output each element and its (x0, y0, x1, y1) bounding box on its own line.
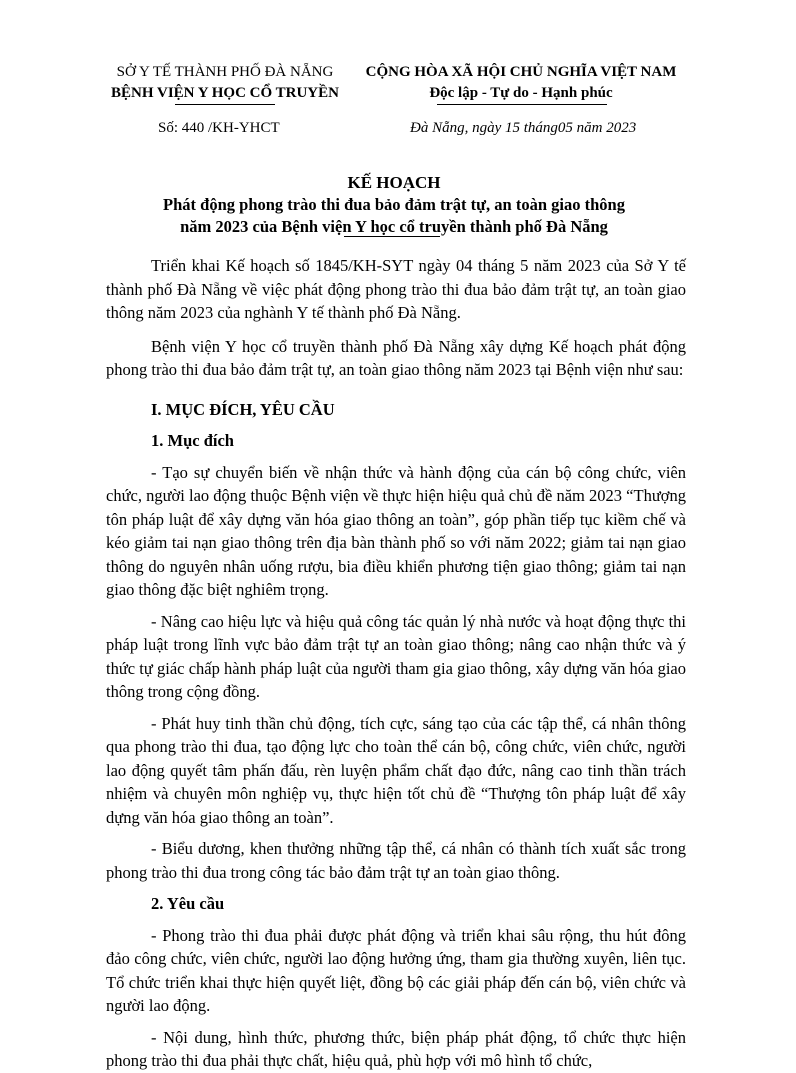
issuer-header (100, 62, 350, 104)
issuer-underline (175, 104, 275, 105)
section-heading-1: I. MỤC ĐÍCH, YÊU CẦU (151, 399, 335, 419)
title-line-1: Phát động phong trào thi đua bảo đảm trật tự, an toàn giao thông (163, 195, 625, 214)
document-number: Số: 440 /KH-YHCT (158, 120, 280, 136)
purpose-paragraph-1: - Tạo sự chuyển biến về nhận thức và hành động của cán bộ công chức, viên chức, người lao động thuộc Bệnh viện về thực hiện hiệu quả chủ đề năm 2023 “Thượng tôn pháp luật để xây dựng văn hóa giao thông an toàn”, góp phần tiếp tục kiềm chế và kéo giảm tai nạn giao thông trên địa bàn thành phố so với năm 2022; giảm tai nạn giao thông do nguyên nhân uống rượu, bia điều khiển phương tiện giao thông; giảm tai nạn giao thông đặc biệt nghiêm trọng. (106, 462, 686, 599)
requirements-paragraph-2: - Nội dung, hình thức, phương thức, biện pháp phát động, tổ chức thực hiện phong trào thi đua phải thực chất, hiệu quả, phù hợp với mô hình tổ chức, (106, 1027, 686, 1070)
title-line-2: năm 2023 của Bệnh viện Y học cổ truyền thành phố Đà Nẵng (180, 217, 608, 236)
intro-paragraph-1: Triển khai Kế hoạch số 1845/KH-SYT ngày 04 tháng 5 năm 2023 của Sở Y tế thành phố Đà Nẵng về việc phát động phong trào thi đua bảo đảm trật tự, an toàn giao thông năm 2023 của nghành Y tế thành phố Đà Nẵng. (106, 256, 686, 322)
country-name: CỘNG HÒA XÃ HỘI CHỦ NGHĨA VIỆT NAM (365, 64, 677, 80)
requirements-paragraph-1: - Phong trào thi đua phải được phát động và triển khai sâu rộng, thu hút đông đảo công chức, viên chức, người lao động hưởng ứng, tham gia thường xuyên, liên tục. Tổ chức triển khai thực hiện quyết liệt, đồng bộ các giải pháp đến cán bộ, viên chức và người lao động. (106, 925, 686, 1015)
subsection-heading-requirements: 2. Yêu cầu (151, 894, 225, 913)
document-body (106, 254, 686, 1073)
title-underline (344, 236, 440, 237)
national-motto: Độc lập - Tự do - Hạnh phúc (429, 85, 613, 101)
document-title (100, 172, 688, 238)
purpose-paragraph-3: - Phát huy tinh thần chủ động, tích cực, sáng tạo của các tập thể, cá nhân thông qua phong trào thi đua, tạo động lực cho toàn thể cán bộ, công chức, viên chức, người lao động quyết tâm phấn đấu, rèn luyện phẩm chất đạo đức, nâng cao tinh thần trách nhiệm và chuyên môn nghiệp vụ, thực hiện tốt chủ đề “Thượng tôn pháp luật để xây dựng văn hóa giao thông an toàn”. (106, 713, 686, 827)
document-date: Đà Nẵng, ngày 15 tháng05 năm 2023 (410, 120, 637, 136)
parent-organization: SỞ Y TẾ THÀNH PHỐ ĐÀ NẴNG (116, 64, 334, 80)
intro-paragraph-2: Bệnh viện Y học cổ truyền thành phố Đà Nẵng xây dựng Kế hoạch phát động phong trào thi đua bảo đảm trật tự, an toàn giao thông năm 2023 tại Bệnh viện như sau: (106, 336, 686, 379)
motto-underline (437, 104, 607, 105)
organization-name: BỆNH VIỆN Y HỌC CỔ TRUYỀN (111, 85, 339, 101)
purpose-paragraph-4: - Biểu dương, khen thưởng những tập thể, cá nhân có thành tích xuất sắc trong phong trào thi đua trong công tác bảo đảm trật tự an toàn giao thông. (106, 839, 686, 882)
purpose-paragraph-2: - Nâng cao hiệu lực và hiệu quả công tác quản lý nhà nước và hoạt động thực thi pháp luật trong lĩnh vực bảo đảm trật tự an toàn giao thông; nâng cao nhận thức và ý thức tự giác chấp hành pháp luật của người tham gia giao thông, xây dựng văn hóa giao thông trong cộng đồng. (106, 611, 686, 701)
subsection-heading-purpose: 1. Mục đích (151, 431, 234, 450)
national-header (354, 62, 688, 104)
title-main: KẾ HOẠCH (347, 173, 441, 192)
